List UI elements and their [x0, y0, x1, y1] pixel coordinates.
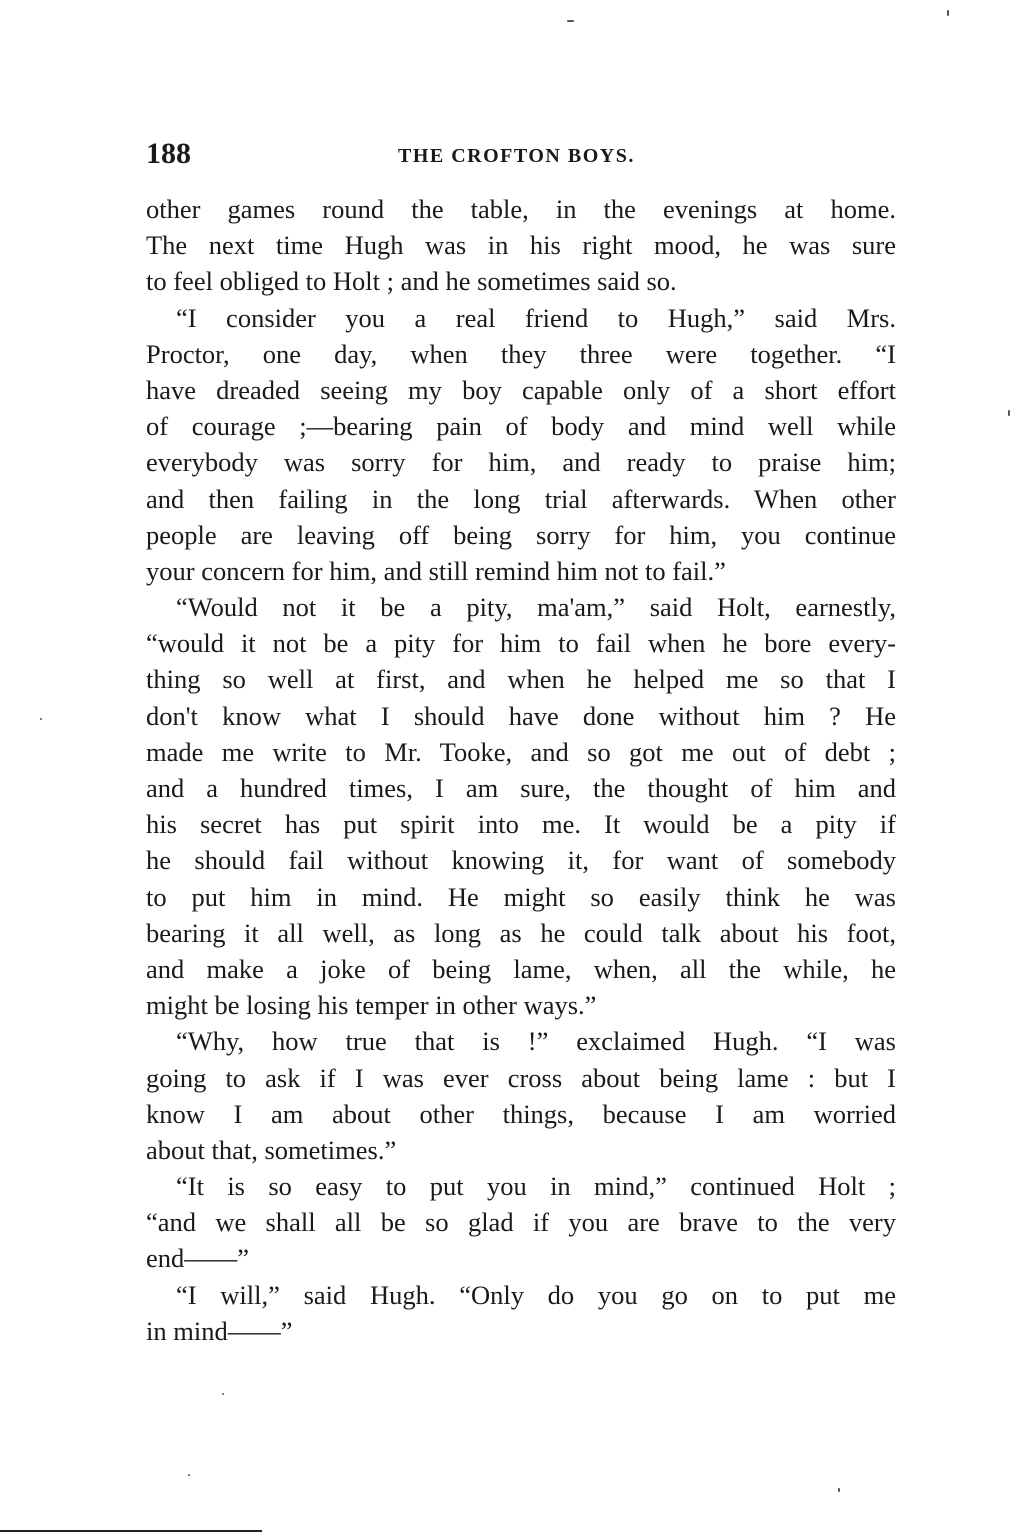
text-line: to feel obliged to Holt ; and he sometimes said so. — [146, 266, 677, 297]
text-line: don't know what I should have done without him ? He — [146, 700, 896, 731]
text-line: of courage ;—bearing pain of body and mind well while — [146, 411, 896, 442]
text-line: “I will,” said Hugh. “Only do you go on to put me — [176, 1279, 896, 1310]
bottom-rule — [0, 1530, 262, 1532]
speck-mark — [222, 1393, 224, 1395]
text-line: about that, sometimes.” — [146, 1134, 397, 1165]
text-line: The next time Hugh was in his right mood, he was sure — [146, 230, 896, 261]
text-line: “I consider you a real friend to Hugh,” said Mrs. — [176, 302, 896, 333]
text-line: have dreaded seeing my boy capable only of a short effort — [146, 374, 896, 405]
text-line: everybody was sorry for him, and ready to praise him; — [146, 447, 896, 478]
body-text — [146, 191, 896, 1349]
text-line: his secret has put spirit into me. It would be a pity if — [146, 809, 896, 840]
text-line: going to ask if I was ever cross about being lame : but I — [146, 1062, 896, 1093]
text-line: and make a joke of being lame, when, all the while, he — [146, 953, 896, 984]
speck-mark — [188, 1474, 190, 1476]
speck-mark — [838, 1488, 840, 1492]
speck-mark — [567, 20, 574, 22]
text-line: might be losing his temper in other ways.” — [146, 990, 597, 1021]
text-line: people are leaving off being sorry for him, you continue — [146, 519, 896, 550]
text-line: to put him in mind. He might so easily think he was — [146, 881, 896, 912]
running-title: THE CROFTON BOYS. — [398, 145, 635, 167]
text-line: and then failing in the long trial afterwards. When other — [146, 483, 896, 514]
text-line: in mind——” — [146, 1315, 293, 1346]
text-line: your concern for him, and still remind him not to fail.” — [146, 555, 726, 586]
text-line: thing so well at first, and when he helped me so that I — [146, 664, 896, 695]
text-line: and a hundred times, I am sure, the thought of him and — [146, 773, 896, 803]
text-line: made me write to Mr. Tooke, and so got me out of debt ; — [146, 736, 896, 767]
text-line: Proctor, one day, when they three were together. “I — [146, 338, 896, 369]
page-number: 188 — [146, 137, 191, 170]
page-header — [146, 134, 896, 174]
text-line: “Why, how true that is !” exclaimed Hugh. “I was — [176, 1026, 896, 1057]
text-line: “and we shall all be so glad if you are brave to the very — [146, 1207, 896, 1238]
text-line: other games round the table, in the evenings at home. — [146, 194, 896, 224]
text-line: know I am about other things, because I am worried — [146, 1098, 896, 1129]
text-line: bearing it all well, as long as he could talk about his foot, — [146, 917, 896, 948]
speck-mark — [40, 718, 42, 720]
text-line: end——” — [146, 1243, 250, 1274]
text-line: “would it not be a pity for him to fail when he bore every- — [146, 628, 896, 659]
speck-mark — [947, 10, 949, 16]
text-line: “Would not it be a pity, ma'am,” said Holt, earnestly, — [176, 592, 896, 623]
speck-mark — [1008, 410, 1010, 416]
text-line: “It is so easy to put you in mind,” continued Holt ; — [176, 1171, 896, 1202]
text-line: he should fail without knowing it, for want of somebody — [146, 845, 896, 876]
